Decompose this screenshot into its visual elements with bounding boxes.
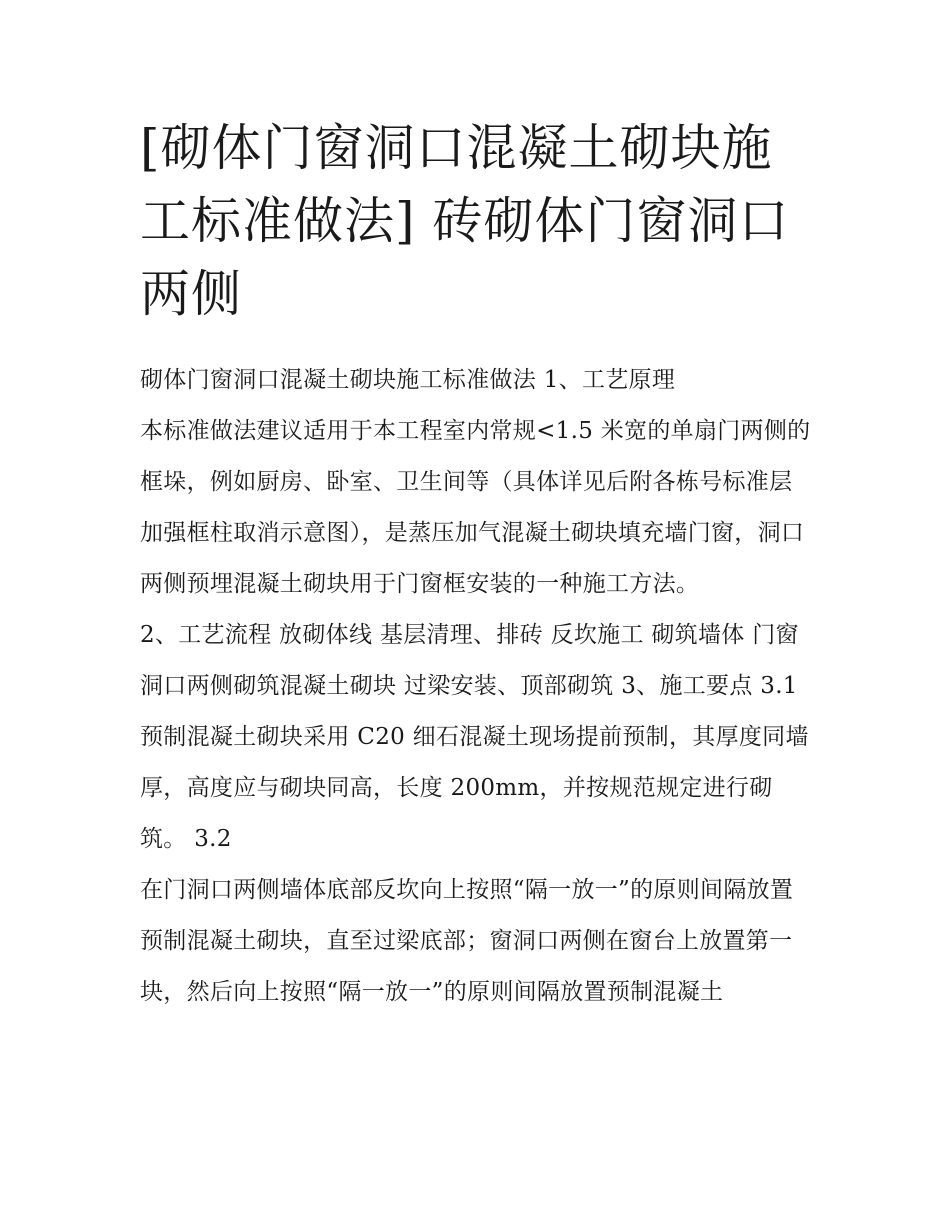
paragraph-2: 本标准做法建议适用于本工程室内常规<1.5 米宽的单扇门两侧的框垛，例如厨房、卧室、卫生间等（具体详见后附各栋号标准层加强框柱取消示意图），是蒸压加气混凝土砌块填充墙门窗，洞口两侧预埋混凝土砌块用于门窗框安装的一种施工方法。 [140, 418, 811, 597]
paragraph-4: 预制混凝土砌块采用 C20 细石混凝土现场提前预制，其厚度同墙厚，高度应与砌块同高，长度 200mm，并按规范规定进行砌筑。 3.2 [140, 724, 809, 852]
paragraph-5: 在门洞口两侧墙体底部反坎向上按照“隔一放一”的原则间隔放置预制混凝土砌块，直至过梁底部；窗洞口两侧在窗台上放置第一块，然后向上按照“隔一放一”的原则间隔放置预制混凝土 [140, 877, 794, 1005]
document-page [140, 112, 815, 1018]
paragraph-3: 2、工艺流程 放砌体线 基层清理、排砖 反坎施工 砌筑墙体 门窗洞口两侧砌筑混凝土砌块 过梁安装、顶部砌筑 3、施工要点 3.1 [140, 622, 799, 699]
paragraph-1: 砌体门窗洞口混凝土砌块施工标准做法 1、工艺原理 [140, 367, 676, 393]
document-title: [砌体门窗洞口混凝土砌块施工标准做法] 砖砌体门窗洞口两侧 [140, 119, 790, 323]
document-body [140, 355, 815, 1018]
